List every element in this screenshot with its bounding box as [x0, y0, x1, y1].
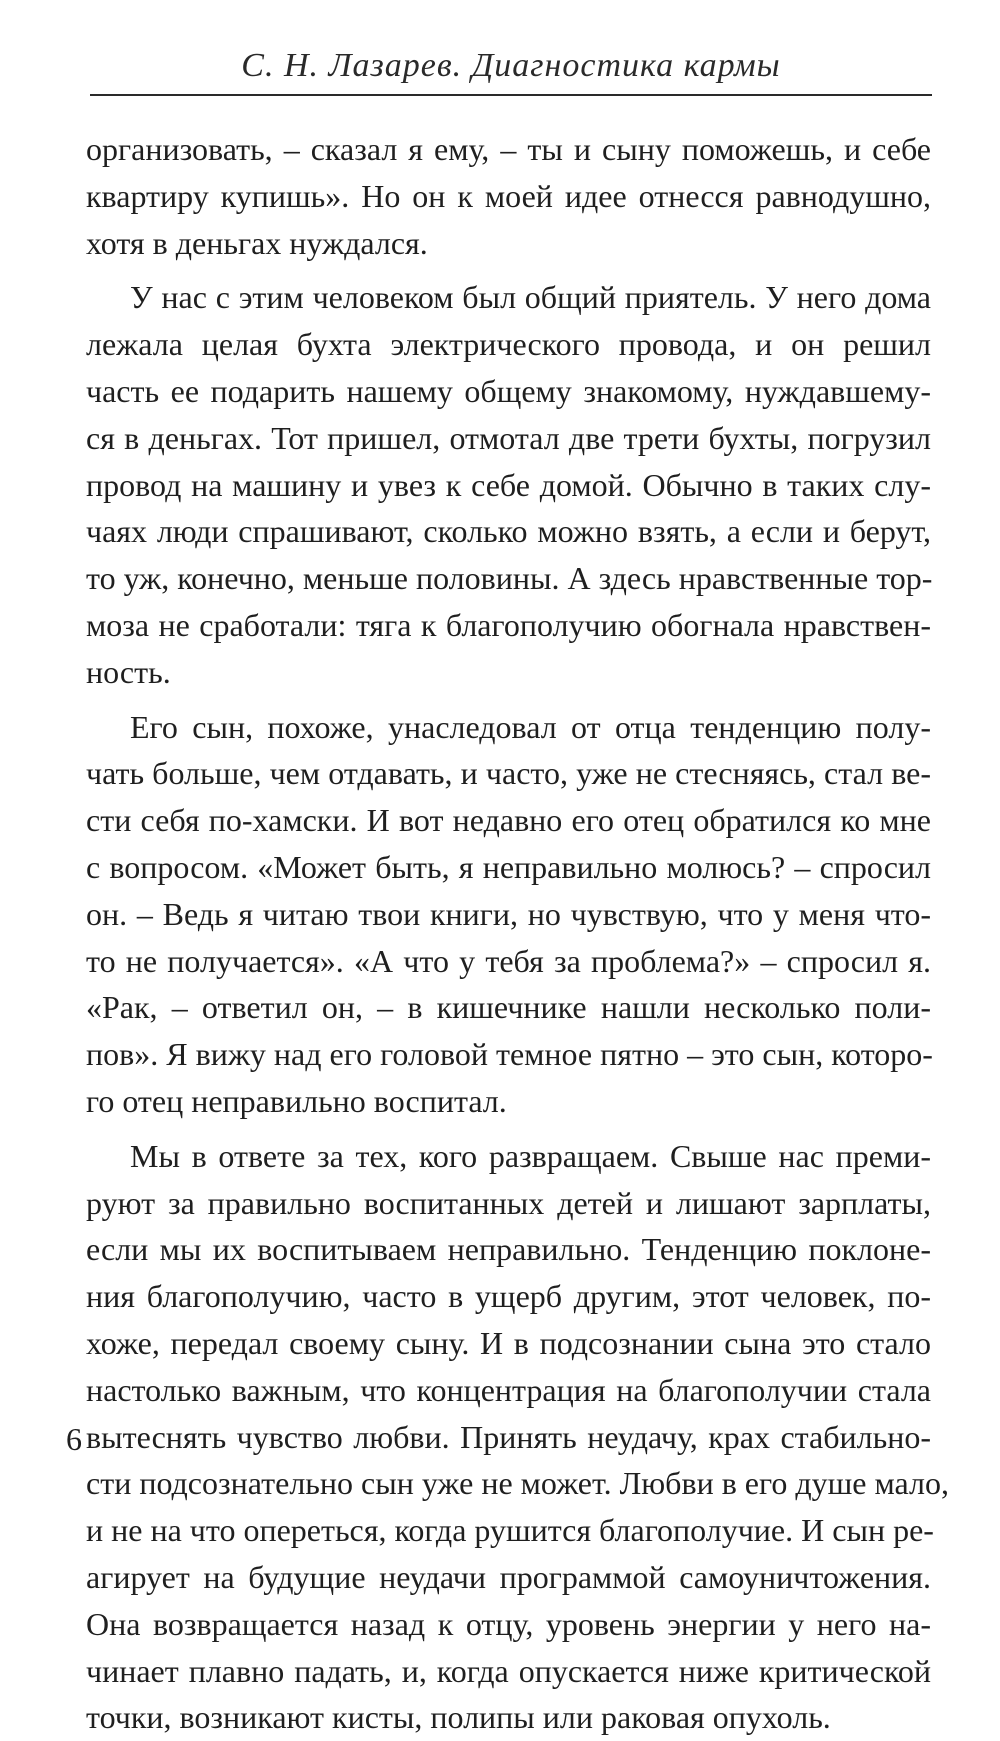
text-line: чаях люди спрашивают, сколько можно взять, а если и берут, [86, 513, 931, 550]
text-line: Она возвращается назад к отцу, уровень энергии у него на- [86, 1605, 931, 1642]
page-number: 6 [66, 1421, 82, 1457]
text-line: часть ее подарить нашему общему знакомому, нуждавшему- [86, 372, 931, 409]
text-line: вытеснять чувство любви. Принять неудачу, крах стабильно- [86, 1418, 931, 1455]
text-line: лежала целая бухта электрического провода, и он решил [86, 326, 931, 363]
running-header-title: С. Н. Лазарев. Диагностика кармы [241, 47, 781, 84]
body-text [86, 126, 949, 1741]
text-line: организовать, – сказал я ему, – ты и сыну поможешь, и себе [86, 131, 931, 167]
header-rule [90, 94, 932, 96]
text-line: ся в деньгах. Тот пришел, отмотал две трети бухты, погрузил [86, 419, 931, 456]
text-line: Его сын, похоже, унаследовал от отца тенденцию полу- [130, 708, 931, 745]
text-line: чать больше, чем отдавать, и часто, уже не стесняясь, стал ве- [86, 755, 931, 792]
text-line: то уж, конечно, меньше половины. А здесь нравственные тор- [86, 560, 933, 597]
text-line: точки, возникают кисты, полипы или раковая опухоль. [86, 1699, 831, 1736]
text-line: ния благополучию, часто в ущерб другим, этот человек, по- [86, 1278, 931, 1315]
text-line: сти подсознательно сын уже не может. Любви в его душе мало, [86, 1465, 949, 1502]
text-line: Мы в ответе за тех, кого развращаем. Свыше нас преми- [130, 1137, 931, 1174]
text-line: пов». Я вижу над его головой темное пятно – это сын, которо- [86, 1036, 933, 1073]
text-line: хоже, передал своему сыну. И в подсознании сына это стало [86, 1324, 931, 1361]
text-line: если мы их воспитываем неправильно. Тенденцию поклоне- [86, 1231, 931, 1268]
text-line: он. – Ведь я читаю твои книги, но чувствую, что у меня что- [86, 895, 931, 932]
text-line: «Рак, – ответил он, – в кишечнике нашли несколько поли- [86, 989, 931, 1026]
text-line: настолько важным, что концентрация на благополучии стала [86, 1371, 931, 1408]
text-line: хотя в деньгах нуждался. [86, 224, 428, 261]
text-line: ность. [86, 653, 171, 690]
text-line: агирует на будущие неудачи программой самоуничтожения. [86, 1558, 931, 1595]
text-line: руют за правильно воспитанных детей и лишают зарплаты, [86, 1184, 931, 1221]
text-line: сти себя по-хамски. И вот недавно его отец обратился ко мне [86, 802, 931, 839]
text-line: квартиру купишь». Но он к моей идее отнесся равнодушно, [86, 177, 931, 214]
text-line: чинает плавно падать, и, когда опускается ниже критической [86, 1652, 931, 1689]
text-line: и не на что опереться, когда рушится благополучие. И сын ре- [86, 1512, 934, 1549]
paragraph-4 [86, 1133, 949, 1741]
paragraph-1 [86, 126, 931, 266]
text-line: го отец неправильно воспитал. [86, 1082, 507, 1119]
paragraph-2 [86, 274, 931, 695]
text-line: моза не сработали: тяга к благополучию обогнала нравствен- [86, 606, 931, 643]
text-line: то не получается». «А что у тебя за проблема?» – спросил я. [86, 942, 931, 979]
text-line: провод на машину и увез к себе домой. Обычно в таких слу- [86, 466, 931, 503]
paragraph-3 [86, 704, 931, 1125]
text-line: с вопросом. «Может быть, я неправильно молюсь? – спросил [86, 848, 931, 885]
text-line: У нас с этим человеком был общий приятель. У него дома [130, 279, 931, 316]
